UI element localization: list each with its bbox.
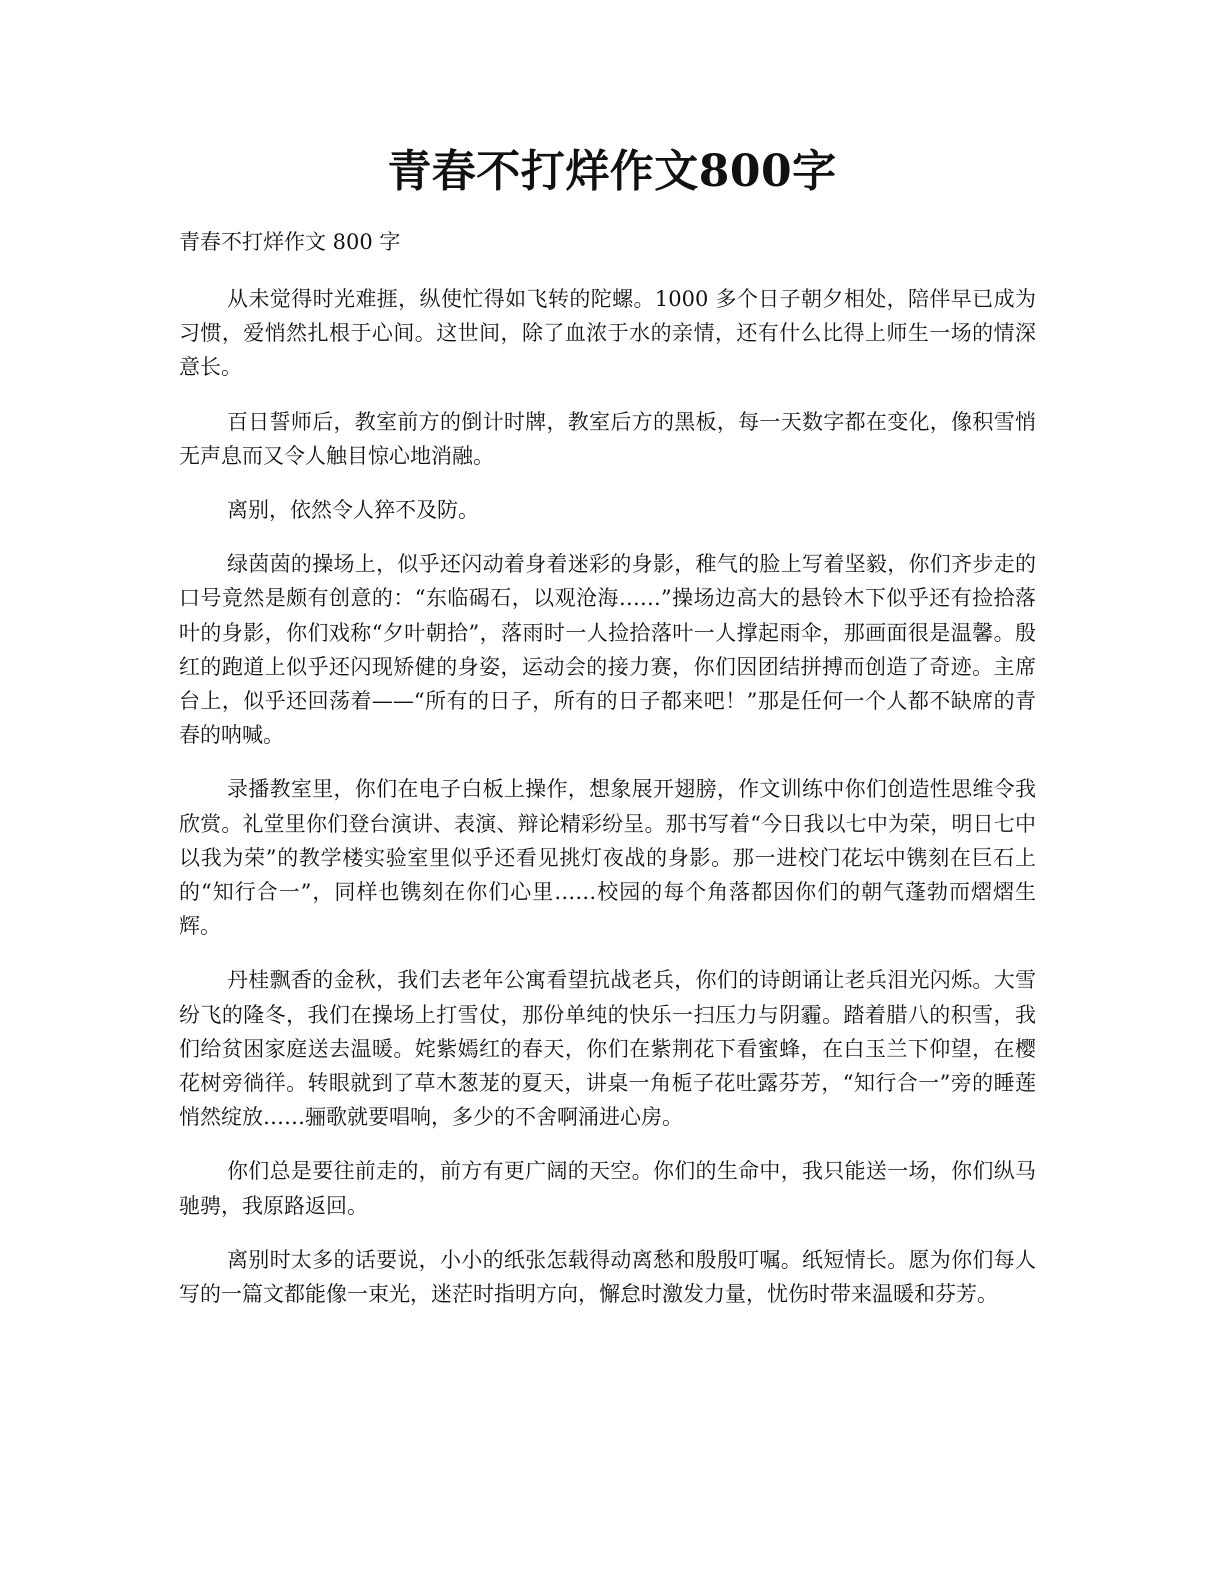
paragraph: 你们总是要往前走的，前方有更广阔的天空。你们的生命中，我只能送一场，你们纵马驰骋，我原路返回。 (179, 1159, 1036, 1218)
paragraph: 百日誓师后，教室前方的倒计时牌，教室后方的黑板，每一天数字都在变化，像积雪悄无声息而又令人触目惊心地消融。 (179, 409, 1036, 468)
paragraph: 离别，依然令人猝不及防。 (227, 498, 479, 523)
paragraph: 录播教室里，你们在电子白板上操作，想象展开翅膀，作文训练中你们创造性思维令我欣赏。礼堂里你们登台演讲、表演、辩论精彩纷呈。那书写着“今日我以七中为荣，明日七中以我为荣”的教学楼实验室里似乎还看见挑灯夜战的身影。那一进校门花坛中镌刻在巨石上的“知行合一”，同样也镌刻在你们心里……校园的每个角落都因你们的朝气蓬勃而熠熠生辉。 (179, 777, 1036, 939)
paragraph: 绿茵茵的操场上，似乎还闪动着身着迷彩的身影，稚气的脸上写着坚毅，你们齐步走的口号竟然是颇有创意的：“东临碣石，以观沧海……”操场边高大的悬铃木下似乎还有捡拾落叶的身影，你们戏称“夕叶朝拾”，落雨时一人捡拾落叶一人撑起雨伞，那画面很是温馨。殷红的跑道上似乎还闪现矫健的身姿，运动会的接力赛，你们因团结拼搏而创造了奇迹。主席台上，似乎还回荡着——“所有的日子，所有的日子都来吧！”那是任何一个人都不缺席的青春的呐喊。 (179, 552, 1036, 748)
paragraph: 从未觉得时光难捱，纵使忙得如飞转的陀螺。1000 多个日子朝夕相处，陪伴早已成为习惯，爱悄然扎根于心间。这世间，除了血浓于水的亲情，还有什么比得上师生一场的情深意长。 (179, 287, 1036, 380)
document-body (179, 226, 1036, 1331)
paragraph: 丹桂飘香的金秋，我们去老年公寓看望抗战老兵，你们的诗朗诵让老兵泪光闪烁。大雪纷飞的隆冬，我们在操场上打雪仗，那份单纯的快乐一扫压力与阴霾。踏着腊八的积雪，我们给贫困家庭送去温暖。姹紫嫣红的春天，你们在紫荆花下看蜜蜂，在白玉兰下仰望，在樱花树旁徜徉。转眼就到了草木葱茏的夏天，讲桌一角栀子花吐露芬芳，“知行合一”旁的睡莲悄然绽放……骊歌就要唱响，多少的不舍啊涌进心房。 (179, 968, 1036, 1130)
document-title: 青春不打烊作文800字 (387, 146, 837, 197)
paragraph: 离别时太多的话要说，小小的纸张怎载得动离愁和殷殷叮嘱。纸短情长。愿为你们每人写的一篇文都能像一束光，迷茫时指明方向，懈怠时激发力量，忧伤时带来温暖和芬芳。 (179, 1247, 1036, 1307)
document-subtitle: 青春不打烊作文 800 字 (179, 230, 401, 254)
